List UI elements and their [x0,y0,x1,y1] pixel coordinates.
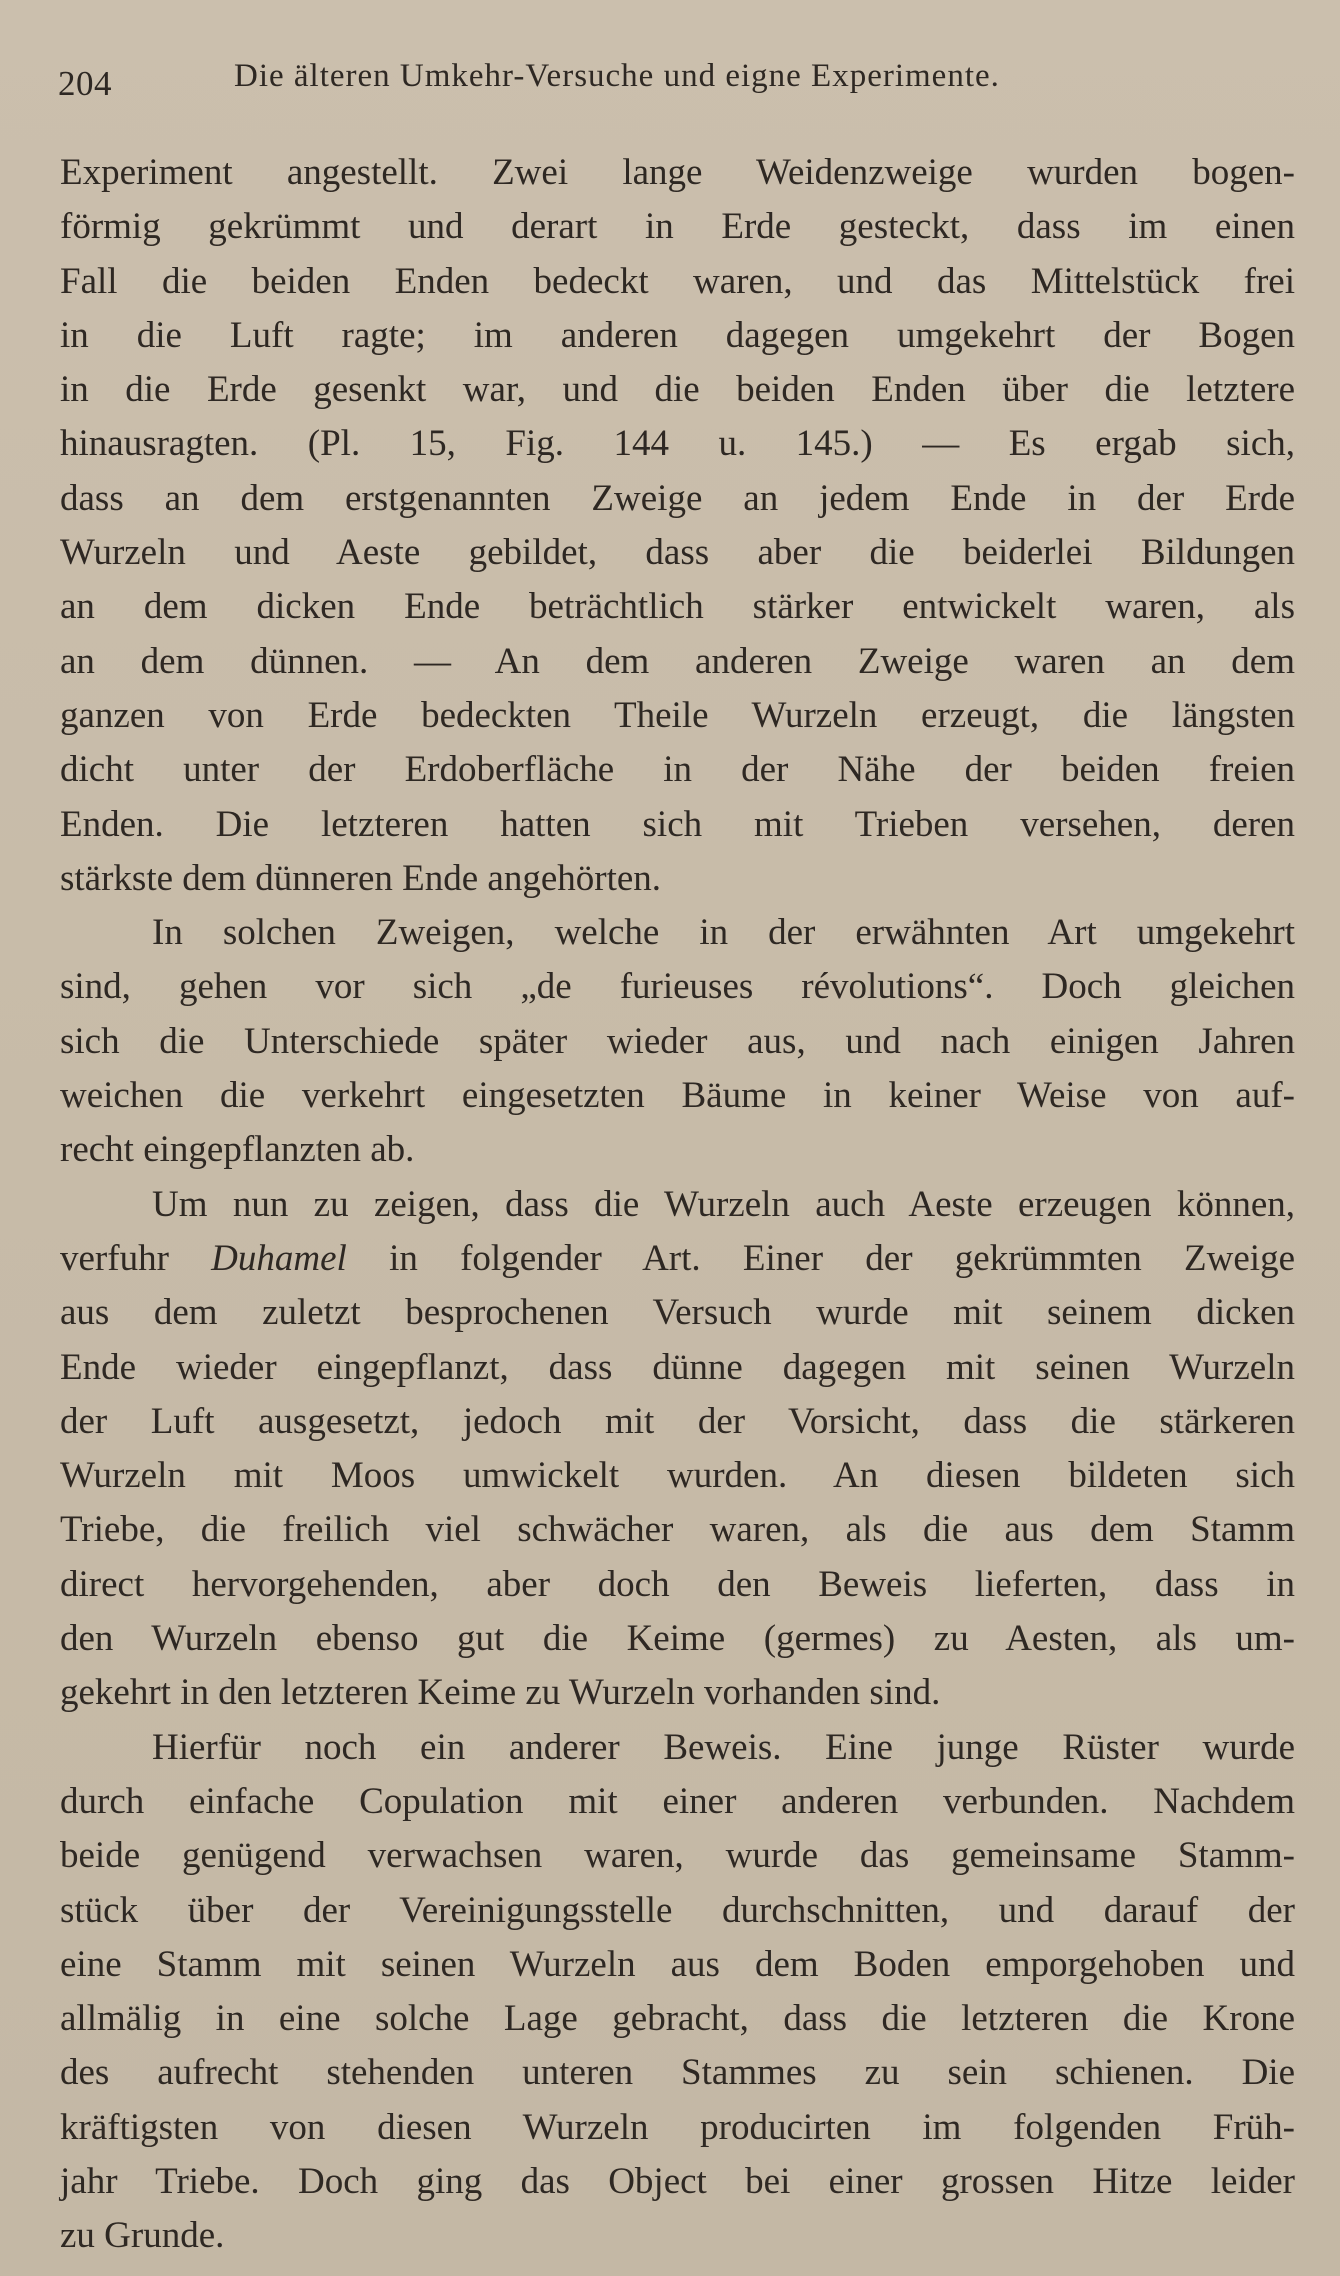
text-line-content: stärkste dem dünneren Ende angehörten. [60,857,662,899]
text-line-content: sind, gehen vor sich „de furieuses révolutions“. Doch gleichen [60,966,1295,1008]
text-line [60,852,1295,906]
text-line [60,635,1295,689]
text-line [60,1938,1295,1992]
text-line [60,146,1295,200]
text-line-content: dicht unter der Erdoberfläche in der Nähe der beiden freien [60,749,1295,791]
text-line [60,1286,1295,1340]
text-line [60,743,1295,797]
running-title: Die älteren Umkehr-Versuche und eigne Experimente. [234,58,1000,94]
text-line [60,1775,1295,1829]
text-line [60,1232,1295,1286]
text-line-content: kräftigsten von diesen Wurzeln producirten im folgenden Früh- [60,2106,1295,2148]
text-line-content: aus dem zuletzt besprochenen Versuch wurde mit seinem dicken [60,1292,1295,1334]
text-line-content: recht eingepflanzten ab. [60,1129,415,1171]
text-line [60,960,1295,1014]
text-line-content: Hierfür noch ein anderer Beweis. Eine junge Rüster wurde [152,1726,1295,1768]
text-line-content: verfuhr Duhamel in folgender Art. Einer der gekrümmten Zweige [60,1237,1295,1279]
text-line-content: gekehrt in den letzteren Keime zu Wurzeln vorhanden sind. [60,1672,941,1714]
text-line-content: in die Luft ragte; im anderen dagegen umgekehrt der Bogen [60,314,1295,356]
running-head [58,58,1128,108]
text-line [60,1666,1295,1720]
text-line [60,1884,1295,1938]
text-line [60,1015,1295,1069]
text-line [60,472,1295,526]
text-line-content: förmig gekrümmt und derart in Erde gesteckt, dass im einen [60,206,1295,248]
text-line [60,1449,1295,1503]
text-line-content: hinausragten. (Pl. 15, Fig. 144 u. 145.) — Es ergab sich, [60,423,1295,465]
text-line-content: der Luft ausgesetzt, jedoch mit der Vorsicht, dass die stärkeren [60,1400,1295,1442]
body-text [60,146,1295,2264]
author-name: Duhamel [211,1237,347,1279]
text-line [60,906,1295,960]
text-line-content: an dem dünnen. — An dem anderen Zweige waren an dem [60,640,1295,682]
text-line [60,1069,1295,1123]
text-line-content: in die Erde gesenkt war, und die beiden Enden über die letztere [60,369,1295,411]
text-line-content: weichen die verkehrt eingesetzten Bäume in keiner Weise von auf- [60,1075,1295,1117]
text-line-content: Um nun zu zeigen, dass die Wurzeln auch Aeste erzeugen können, [152,1183,1295,1225]
text-line [60,309,1295,363]
text-line-content: beide genügend verwachsen waren, wurde das gemeinsame Stamm- [60,1835,1295,1877]
text-line-content: Triebe, die freilich viel schwächer waren, als die aus dem Stamm [60,1509,1295,1551]
text-line [60,255,1295,309]
text-line [60,417,1295,471]
text-line [60,2101,1295,2155]
text-line-content: zu Grunde. [60,2215,225,2257]
text-line-content: Fall die beiden Enden bedeckt waren, und das Mittelstück frei [60,260,1295,302]
text-line-content: des aufrecht stehenden unteren Stammes zu sein schienen. Die [60,2052,1295,2094]
page-number: 204 [58,64,112,103]
text-line [60,1341,1295,1395]
text-line-content: dass an dem erstgenannten Zweige an jedem Ende in der Erde [60,477,1295,519]
text-line-content: allmälig in eine solche Lage gebracht, dass die letzteren die Krone [60,1998,1295,2040]
text-line-content: an dem dicken Ende beträchtlich stärker entwickelt waren, als [60,586,1295,628]
text-line-content: Experiment angestellt. Zwei lange Weidenzweige wurden bogen- [60,152,1295,193]
text-line [60,2209,1295,2263]
text-line-content: stück über der Vereinigungsstelle durchschnitten, und darauf der [60,1889,1295,1931]
text-line-content: durch einfache Copulation mit einer anderen verbunden. Nachdem [60,1780,1295,1822]
text-line [60,2046,1295,2100]
text-line [60,1503,1295,1557]
text-line [60,1992,1295,2046]
text-line [60,526,1295,580]
text-line-content: direct hervorgehenden, aber doch den Beweis lieferten, dass in [60,1563,1295,1605]
text-line [60,1612,1295,1666]
text-line [60,1721,1295,1775]
text-line-content: sich die Unterschiede später wieder aus, und nach einigen Jahren [60,1020,1295,1062]
text-line-content: eine Stamm mit seinen Wurzeln aus dem Boden emporgehoben und [60,1943,1295,1985]
text-line [60,1123,1295,1177]
text-line [60,363,1295,417]
text-line [60,200,1295,254]
text-line [60,1178,1295,1232]
text-line [60,1558,1295,1612]
text-line-content: ganzen von Erde bedeckten Theile Wurzeln erzeugt, die längsten [60,694,1295,736]
text-line-content: Wurzeln mit Moos umwickelt wurden. An diesen bildeten sich [60,1455,1295,1497]
text-line-content: jahr Triebe. Doch ging das Object bei einer grossen Hitze leider [60,2160,1295,2202]
text-line [60,1395,1295,1449]
text-line-content: den Wurzeln ebenso gut die Keime (germes) zu Aesten, als um- [60,1618,1295,1660]
text-line-content: Ende wieder eingepflanzt, dass dünne dagegen mit seinen Wurzeln [60,1346,1295,1388]
text-line-content: Wurzeln und Aeste gebildet, dass aber die beiderlei Bildungen [60,532,1295,574]
text-line [60,580,1295,634]
text-line [60,689,1295,743]
text-line-content: Enden. Die letzteren hatten sich mit Trieben versehen, deren [60,803,1295,845]
text-line [60,798,1295,852]
text-line [60,2155,1295,2209]
text-line [60,1829,1295,1883]
text-line-content: In solchen Zweigen, welche in der erwähnten Art umgekehrt [152,912,1295,954]
